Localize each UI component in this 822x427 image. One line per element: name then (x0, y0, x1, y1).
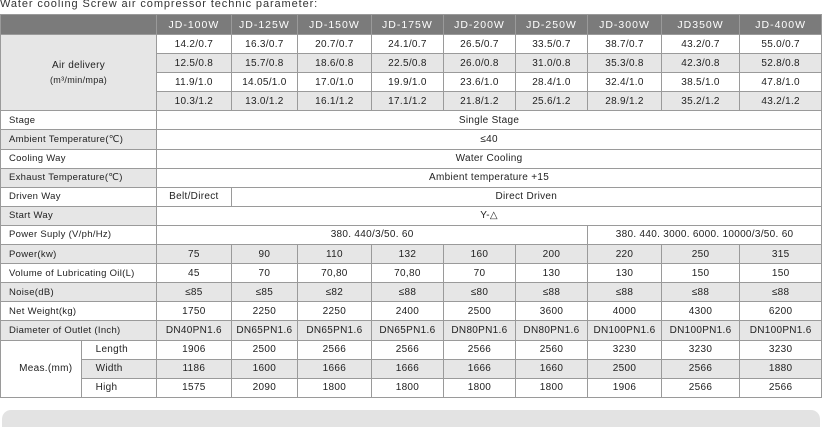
start-value: Y-△ (157, 206, 822, 225)
noise-cell: ≤85 (231, 283, 297, 302)
cooling-label: Cooling Way (1, 149, 157, 168)
noise-cell: ≤88 (740, 283, 822, 302)
noise-cell: ≤82 (298, 283, 372, 302)
air-delivery-cell: 33.5/0.7 (515, 35, 588, 54)
power-row (1, 245, 822, 264)
air-delivery-cell: 55.0/0.7 (740, 35, 822, 54)
power-label: Power(kw) (1, 245, 157, 264)
outlet-cell: DN40PN1.6 (157, 321, 232, 340)
meas-width-cell: 1666 (298, 359, 372, 378)
noise-cell: ≤85 (157, 283, 232, 302)
air-delivery-cell: 42.3/0.8 (661, 54, 740, 73)
power-cell: 315 (740, 245, 822, 264)
meas-high-label: High (81, 378, 157, 397)
meas-high-cell: 2566 (740, 378, 822, 397)
power-cell: 110 (298, 245, 372, 264)
air-delivery-label-cell (1, 35, 157, 111)
weight-cell: 4000 (588, 302, 662, 321)
noise-cell: ≤88 (661, 283, 740, 302)
air-delivery-cell: 21.8/1.2 (444, 92, 516, 111)
meas-width-cell: 1880 (740, 359, 822, 378)
meas-width-row (1, 359, 822, 378)
oil-cell: 70,80 (298, 264, 372, 283)
model-header-row (1, 15, 822, 35)
oil-cell: 130 (588, 264, 662, 283)
meas-width-cell: 1666 (444, 359, 516, 378)
noise-cell: ≤80 (444, 283, 516, 302)
meas-length-cell: 1906 (157, 340, 232, 359)
air-delivery-row (1, 35, 822, 54)
air-delivery-cell: 22.5/0.8 (371, 54, 444, 73)
air-delivery-cell: 35.2/1.2 (661, 92, 740, 111)
meas-length-cell: 3230 (740, 340, 822, 359)
power-supply-row (1, 225, 822, 244)
noise-row (1, 283, 822, 302)
oil-cell: 130 (515, 264, 588, 283)
driven-value-direct: Direct Driven (231, 187, 821, 206)
meas-length-label: Length (81, 340, 157, 359)
meas-length-cell: 2560 (515, 340, 588, 359)
air-delivery-cell: 52.8/0.8 (740, 54, 822, 73)
meas-width-cell: 1660 (515, 359, 588, 378)
model-header: JD-150W (298, 15, 372, 35)
air-delivery-unit: (m³/min/mpa) (50, 74, 108, 85)
oil-label: Volume of Lubricating Oil(L) (1, 264, 157, 283)
air-delivery-cell: 28.4/1.0 (515, 73, 588, 92)
air-delivery-cell: 35.3/0.8 (588, 54, 662, 73)
outlet-cell: DN100PN1.6 (661, 321, 740, 340)
power-cell: 75 (157, 245, 232, 264)
air-delivery-cell: 32.4/1.0 (588, 73, 662, 92)
air-delivery-cell: 25.6/1.2 (515, 92, 588, 111)
model-header: JD350W (661, 15, 740, 35)
air-delivery-cell: 31.0/0.8 (515, 54, 588, 73)
meas-high-cell: 2566 (661, 378, 740, 397)
outlet-cell: DN80PN1.6 (444, 321, 516, 340)
outlet-cell: DN100PN1.6 (740, 321, 822, 340)
model-header: JD-125W (231, 15, 297, 35)
air-delivery-cell: 26.5/0.7 (444, 35, 516, 54)
outlet-label: Diameter of Outlet (Inch) (1, 321, 157, 340)
power-supply-label: Power Suply (V/ph/Hz) (1, 225, 157, 244)
exhaust-value: Ambient temperature +15 (157, 168, 822, 187)
model-header: JD-400W (740, 15, 822, 35)
meas-high-cell: 1575 (157, 378, 232, 397)
exhaust-row (1, 168, 822, 187)
meas-length-row (1, 340, 822, 359)
weight-cell: 2250 (231, 302, 297, 321)
weight-cell: 4300 (661, 302, 740, 321)
model-header: JD-200W (444, 15, 516, 35)
page-title: Water cooling Screw air compressor technic parameter: (0, 0, 319, 10)
meas-high-cell: 1800 (515, 378, 588, 397)
noise-cell: ≤88 (588, 283, 662, 302)
air-delivery-cell: 17.1/1.2 (371, 92, 444, 111)
air-delivery-cell: 17.0/1.0 (298, 73, 372, 92)
ambient-value: ≤40 (157, 130, 822, 149)
stage-row (1, 111, 822, 130)
air-delivery-cell: 43.2/1.2 (740, 92, 822, 111)
driven-label: Driven Way (1, 187, 157, 206)
meas-width-label: Width (81, 359, 157, 378)
air-delivery-cell: 16.1/1.2 (298, 92, 372, 111)
meas-length-cell: 2566 (444, 340, 516, 359)
model-header: JD-100W (157, 15, 232, 35)
ambient-row (1, 130, 822, 149)
oil-cell: 45 (157, 264, 232, 283)
power-cell: 90 (231, 245, 297, 264)
driven-row (1, 187, 822, 206)
air-delivery-cell: 16.3/0.7 (231, 35, 297, 54)
power-cell: 220 (588, 245, 662, 264)
meas-label: Meas.(mm) (1, 340, 82, 397)
air-delivery-cell: 26.0/0.8 (444, 54, 516, 73)
meas-length-cell: 2500 (231, 340, 297, 359)
weight-cell: 6200 (740, 302, 822, 321)
meas-length-cell: 3230 (661, 340, 740, 359)
air-delivery-cell: 38.5/1.0 (661, 73, 740, 92)
meas-high-row (1, 378, 822, 397)
oil-cell: 70,80 (371, 264, 444, 283)
meas-high-cell: 2090 (231, 378, 297, 397)
air-delivery-cell: 13.0/1.2 (231, 92, 297, 111)
air-delivery-cell: 47.8/1.0 (740, 73, 822, 92)
meas-high-cell: 1800 (444, 378, 516, 397)
air-delivery-cell: 18.6/0.8 (298, 54, 372, 73)
outlet-cell: DN80PN1.6 (515, 321, 588, 340)
footer-bar (2, 410, 820, 427)
weight-cell: 1750 (157, 302, 232, 321)
power-cell: 250 (661, 245, 740, 264)
meas-width-cell: 2500 (588, 359, 662, 378)
air-delivery-cell: 23.6/1.0 (444, 73, 516, 92)
air-delivery-cell: 43.2/0.7 (661, 35, 740, 54)
cooling-row (1, 149, 822, 168)
exhaust-label: Exhaust Temperature(℃) (1, 168, 157, 187)
model-header: JD-250W (515, 15, 588, 35)
meas-width-cell: 1186 (157, 359, 232, 378)
start-row (1, 206, 822, 225)
model-header: JD-300W (588, 15, 662, 35)
air-delivery-cell: 28.9/1.2 (588, 92, 662, 111)
model-header: JD-175W (371, 15, 444, 35)
air-delivery-cell: 11.9/1.0 (157, 73, 232, 92)
meas-width-cell: 1600 (231, 359, 297, 378)
power-cell: 200 (515, 245, 588, 264)
stage-value: Single Stage (157, 111, 822, 130)
oil-cell: 150 (661, 264, 740, 283)
air-delivery-cell: 14.2/0.7 (157, 35, 232, 54)
air-delivery-cell: 20.7/0.7 (298, 35, 372, 54)
air-delivery-cell: 38.7/0.7 (588, 35, 662, 54)
meas-width-cell: 1666 (371, 359, 444, 378)
outlet-cell: DN100PN1.6 (588, 321, 662, 340)
meas-length-cell: 2566 (298, 340, 372, 359)
outlet-cell: DN65PN1.6 (231, 321, 297, 340)
air-delivery-cell: 14.05/1.0 (231, 73, 297, 92)
header-corner-cell (1, 15, 157, 35)
weight-cell: 2400 (371, 302, 444, 321)
ambient-label: Ambient Temperature(℃) (1, 130, 157, 149)
stage-label: Stage (1, 111, 157, 130)
power-supply-value-low: 380. 440/3/50. 60 (157, 225, 588, 244)
meas-high-cell: 1800 (371, 378, 444, 397)
oil-cell: 150 (740, 264, 822, 283)
meas-high-cell: 1800 (298, 378, 372, 397)
oil-cell: 70 (231, 264, 297, 283)
power-cell: 132 (371, 245, 444, 264)
meas-length-cell: 2566 (371, 340, 444, 359)
weight-label: Net Weight(kg) (1, 302, 157, 321)
oil-row (1, 264, 822, 283)
air-delivery-cell: 15.7/0.8 (231, 54, 297, 73)
spec-table (0, 14, 822, 398)
outlet-cell: DN65PN1.6 (371, 321, 444, 340)
start-label: Start Way (1, 206, 157, 225)
noise-cell: ≤88 (515, 283, 588, 302)
air-delivery-cell: 24.1/0.7 (371, 35, 444, 54)
noise-cell: ≤88 (371, 283, 444, 302)
driven-value-belt: Belt/Direct (157, 187, 232, 206)
outlet-cell: DN65PN1.6 (298, 321, 372, 340)
weight-cell: 2250 (298, 302, 372, 321)
oil-cell: 70 (444, 264, 516, 283)
air-delivery-cell: 10.3/1.2 (157, 92, 232, 111)
air-delivery-cell: 19.9/1.0 (371, 73, 444, 92)
power-cell: 160 (444, 245, 516, 264)
meas-width-cell: 2566 (661, 359, 740, 378)
outlet-row (1, 321, 822, 340)
noise-label: Noise(dB) (1, 283, 157, 302)
spec-table-body (1, 15, 822, 398)
power-supply-value-high: 380. 440. 3000. 6000. 10000/3/50. 60 (588, 225, 822, 244)
meas-length-cell: 3230 (588, 340, 662, 359)
weight-row (1, 302, 822, 321)
weight-cell: 3600 (515, 302, 588, 321)
weight-cell: 2500 (444, 302, 516, 321)
air-delivery-cell: 12.5/0.8 (157, 54, 232, 73)
air-delivery-label: Air delivery (52, 59, 106, 71)
meas-high-cell: 1906 (588, 378, 662, 397)
cooling-value: Water Cooling (157, 149, 822, 168)
